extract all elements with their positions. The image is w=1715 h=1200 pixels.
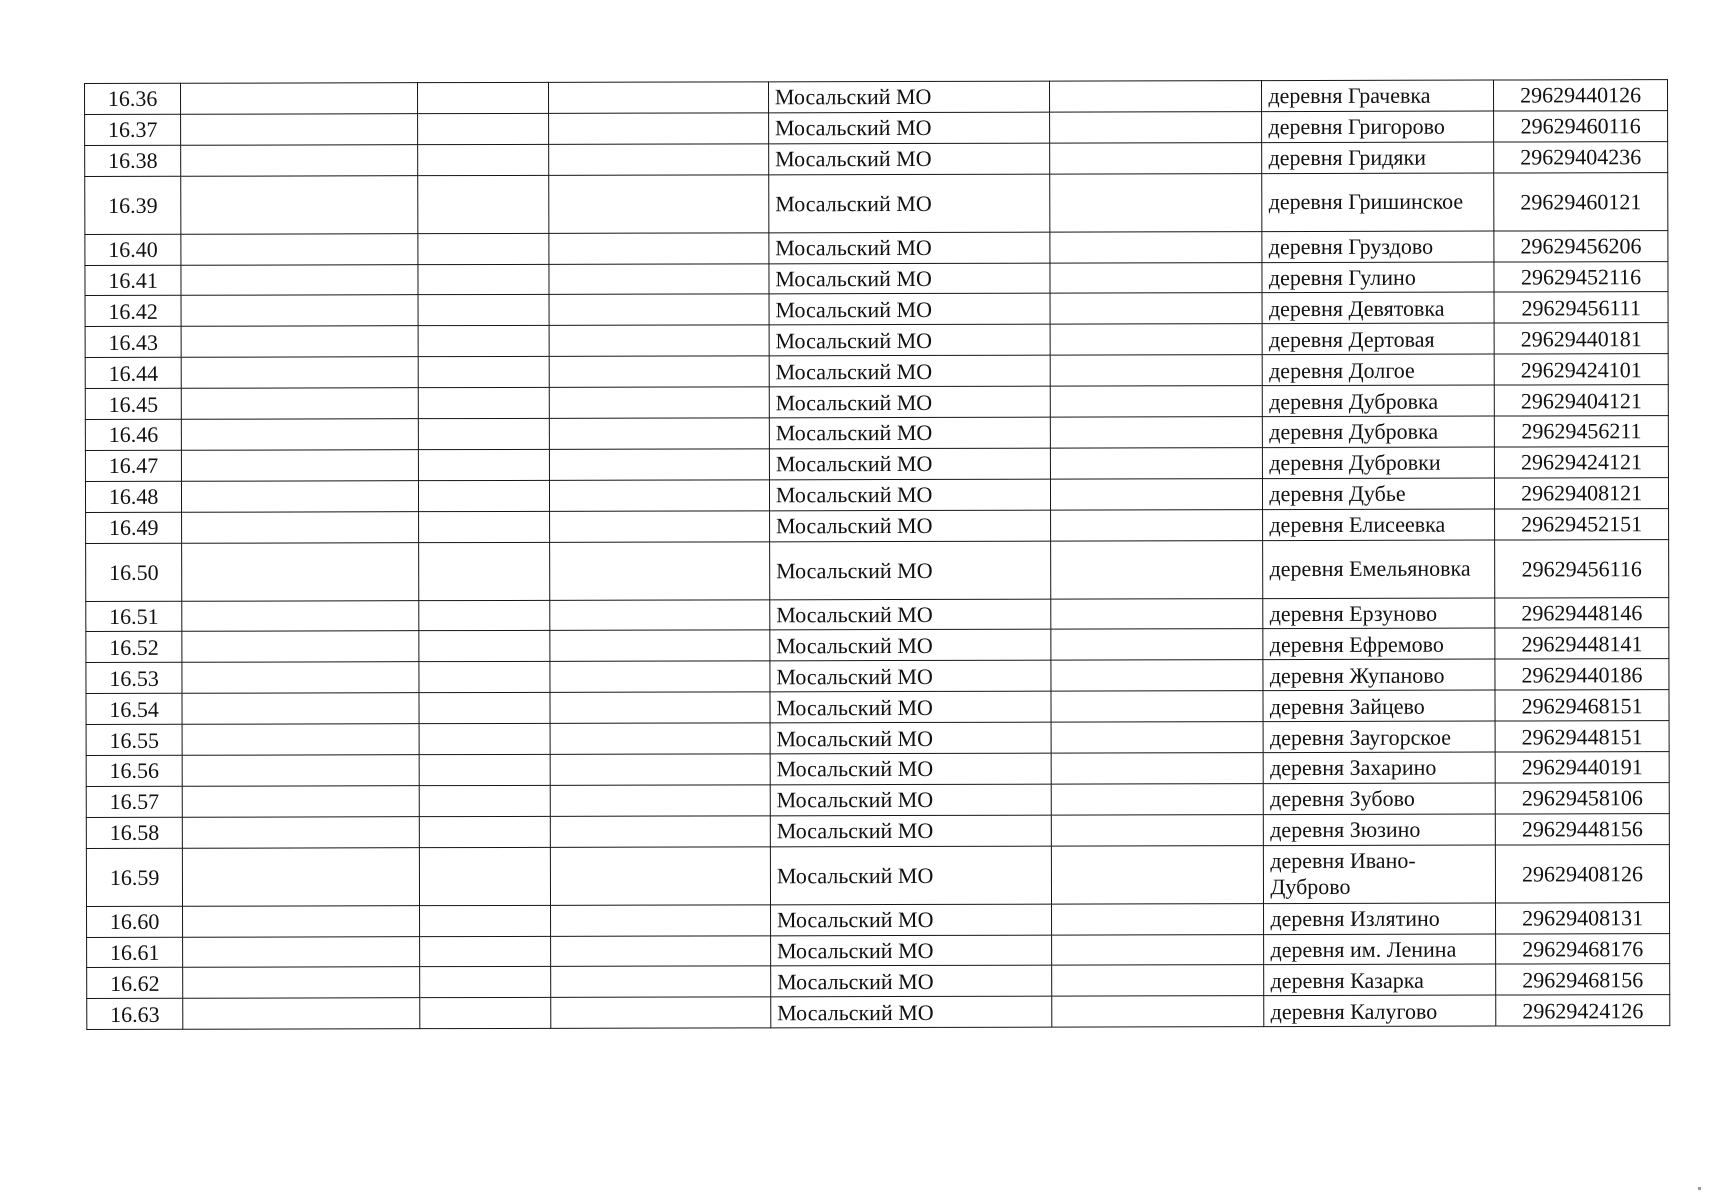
row-number: 16.56 xyxy=(86,755,182,786)
empty-cell xyxy=(549,661,769,692)
empty-cell xyxy=(419,816,549,847)
empty-cell xyxy=(182,693,419,724)
oktmo-code: 29629460121 xyxy=(1494,172,1668,230)
empty-cell xyxy=(182,480,419,511)
row-number: 16.47 xyxy=(85,450,181,481)
oktmo-code: 29629456116 xyxy=(1495,539,1669,597)
municipality-name: Мосальский МО xyxy=(769,174,1051,233)
empty-cell xyxy=(548,82,768,113)
empty-cell xyxy=(1051,448,1263,479)
empty-cell xyxy=(549,511,769,542)
empty-cell xyxy=(183,936,420,967)
municipality-name: Мосальский МО xyxy=(770,846,1052,905)
municipality-name: Мосальский МО xyxy=(770,722,1051,754)
row-number: 16.45 xyxy=(85,388,181,419)
locality-name: деревня Жупаново xyxy=(1263,659,1495,690)
empty-cell xyxy=(419,600,549,631)
locality-name: деревня Дубровка xyxy=(1263,416,1495,447)
table-row xyxy=(86,539,1669,601)
empty-cell xyxy=(183,967,420,998)
empty-cell xyxy=(550,905,770,936)
municipality-name: Мосальский МО xyxy=(770,784,1051,816)
municipality-name: Мосальский МО xyxy=(769,355,1050,387)
empty-cell xyxy=(182,786,419,817)
table-row xyxy=(85,385,1668,420)
empty-cell xyxy=(549,599,769,630)
row-number: 16.59 xyxy=(86,848,182,906)
locality-name: деревня Елисеевка xyxy=(1263,509,1495,540)
empty-cell xyxy=(1050,355,1262,386)
table-row xyxy=(86,813,1669,848)
table-row xyxy=(86,721,1669,756)
table-row xyxy=(86,659,1669,694)
oktmo-code: 29629448156 xyxy=(1495,813,1669,844)
empty-cell xyxy=(1052,784,1264,815)
empty-cell xyxy=(183,847,420,906)
empty-cell xyxy=(419,511,549,542)
municipality-name: Мосальский МО xyxy=(769,417,1050,449)
municipality-name: Мосальский МО xyxy=(770,904,1051,936)
locality-name: деревня Девятовка xyxy=(1262,293,1494,324)
empty-cell xyxy=(1051,629,1263,660)
table-row xyxy=(85,141,1668,176)
empty-cell xyxy=(182,631,419,662)
empty-cell xyxy=(1051,386,1263,417)
table-row xyxy=(86,508,1669,543)
empty-cell xyxy=(1050,112,1262,143)
empty-cell xyxy=(181,114,418,145)
table-row xyxy=(87,933,1670,968)
municipality-name: Мосальский МО xyxy=(769,324,1050,356)
empty-cell xyxy=(183,905,420,936)
oktmo-code: 29629468156 xyxy=(1496,964,1670,995)
empty-cell xyxy=(550,785,770,816)
oktmo-code: 29629440181 xyxy=(1494,323,1668,354)
empty-cell xyxy=(550,816,770,847)
municipality-name: Мосальский МО xyxy=(769,479,1050,511)
empty-cell xyxy=(1051,478,1263,509)
locality-name: деревня Емельяновка xyxy=(1263,540,1495,599)
empty-cell xyxy=(1052,814,1264,845)
row-number: 16.61 xyxy=(87,937,183,968)
municipality-name: Мосальский МО xyxy=(769,263,1050,295)
empty-cell xyxy=(181,388,418,419)
empty-cell xyxy=(1052,845,1264,904)
municipality-name: Мосальский МО xyxy=(769,232,1050,264)
empty-cell xyxy=(549,480,769,511)
empty-cell xyxy=(550,935,770,966)
empty-cell xyxy=(418,295,548,326)
table-row xyxy=(87,902,1670,937)
locality-name: деревня Ефремово xyxy=(1263,629,1495,660)
locality-name: деревня Григорово xyxy=(1262,111,1494,142)
empty-cell xyxy=(549,692,769,723)
empty-cell xyxy=(1052,903,1264,934)
empty-cell xyxy=(418,264,548,295)
row-number: 16.40 xyxy=(85,234,181,265)
oktmo-code: 29629452116 xyxy=(1494,261,1668,292)
empty-cell xyxy=(550,754,770,785)
municipality-name: Мосальский МО xyxy=(770,691,1051,723)
row-number: 16.46 xyxy=(85,419,181,450)
row-number: 16.57 xyxy=(86,786,182,817)
table-row xyxy=(85,80,1668,115)
oktmo-code: 29629468151 xyxy=(1495,690,1669,721)
table-row xyxy=(85,230,1668,265)
empty-cell xyxy=(548,263,768,294)
municipality-name: Мосальский МО xyxy=(770,753,1051,785)
municipality-table xyxy=(84,79,1670,1030)
empty-cell xyxy=(1051,691,1263,722)
empty-cell xyxy=(1051,598,1263,629)
empty-cell xyxy=(1050,293,1262,324)
locality-name: деревня Излятино xyxy=(1264,903,1496,934)
empty-cell xyxy=(181,264,418,295)
empty-cell xyxy=(182,662,419,693)
empty-cell xyxy=(548,144,768,175)
empty-cell xyxy=(183,998,420,1029)
empty-cell xyxy=(182,419,419,450)
empty-cell xyxy=(181,233,418,264)
empty-cell xyxy=(420,847,551,905)
empty-cell xyxy=(418,357,548,388)
empty-cell xyxy=(182,542,419,601)
oktmo-code: 29629424101 xyxy=(1494,354,1668,385)
row-number: 16.49 xyxy=(86,512,182,543)
locality-name: деревня Зубово xyxy=(1264,783,1496,814)
empty-cell xyxy=(182,600,419,631)
empty-cell xyxy=(549,449,769,480)
row-number: 16.58 xyxy=(86,817,182,848)
empty-cell xyxy=(419,785,549,816)
oktmo-code: 29629460116 xyxy=(1494,111,1668,142)
table-row xyxy=(86,752,1669,787)
row-number: 16.38 xyxy=(85,145,181,176)
municipality-name: Мосальский МО xyxy=(771,997,1052,1029)
municipality-name: Мосальский МО xyxy=(769,386,1050,418)
table-row xyxy=(85,172,1668,234)
empty-cell xyxy=(419,754,549,785)
oktmo-code: 29629448146 xyxy=(1495,597,1669,628)
empty-cell xyxy=(418,144,548,175)
empty-cell xyxy=(1051,509,1263,540)
municipality-name: Мосальский МО xyxy=(770,660,1051,692)
empty-cell xyxy=(550,997,770,1028)
empty-cell xyxy=(420,998,550,1029)
oktmo-code: 29629458106 xyxy=(1495,783,1669,814)
locality-name: деревня Долгое xyxy=(1263,354,1495,385)
table-row xyxy=(87,964,1670,999)
empty-cell xyxy=(548,113,768,144)
table-row xyxy=(86,597,1669,632)
table-row xyxy=(85,111,1668,146)
empty-cell xyxy=(418,418,548,449)
empty-cell xyxy=(418,175,549,233)
empty-cell xyxy=(418,233,548,264)
empty-cell xyxy=(1052,996,1264,1027)
empty-cell xyxy=(549,356,769,387)
empty-cell xyxy=(1050,142,1262,173)
empty-cell xyxy=(1052,934,1264,965)
locality-name: деревня Грачевка xyxy=(1262,80,1494,111)
oktmo-code: 29629404121 xyxy=(1494,385,1668,416)
oktmo-code: 29629448141 xyxy=(1495,628,1669,659)
empty-cell xyxy=(181,83,418,114)
row-number: 16.42 xyxy=(85,296,181,327)
empty-cell xyxy=(418,326,548,357)
empty-cell xyxy=(549,541,770,600)
row-number: 16.50 xyxy=(86,543,182,601)
empty-cell xyxy=(1051,722,1263,753)
row-number: 16.41 xyxy=(85,265,181,296)
empty-cell xyxy=(182,724,419,755)
oktmo-code: 29629456111 xyxy=(1494,292,1668,323)
empty-cell xyxy=(1050,262,1262,293)
empty-cell xyxy=(1050,324,1262,355)
row-number: 16.53 xyxy=(86,663,182,694)
empty-cell xyxy=(419,542,550,600)
locality-name: деревня Гулино xyxy=(1262,262,1494,293)
municipality-name: Мосальский МО xyxy=(769,541,1051,600)
locality-name: деревня Зайцево xyxy=(1263,690,1495,721)
row-number: 16.37 xyxy=(85,114,181,145)
empty-cell xyxy=(548,174,769,233)
oktmo-code: 29629408121 xyxy=(1495,477,1669,508)
locality-name: деревня Ерзуново xyxy=(1263,598,1495,629)
municipality-name: Мосальский МО xyxy=(770,630,1051,662)
empty-cell xyxy=(1051,753,1263,784)
empty-cell xyxy=(419,662,549,693)
empty-cell xyxy=(418,82,548,113)
oktmo-code: 29629424126 xyxy=(1496,995,1670,1026)
empty-cell xyxy=(420,936,550,967)
locality-name: деревня Зюзино xyxy=(1264,814,1496,845)
empty-cell xyxy=(548,232,768,263)
empty-cell xyxy=(182,450,419,481)
oktmo-code: 29629448151 xyxy=(1495,721,1669,752)
row-number: 16.44 xyxy=(85,357,181,388)
oktmo-code: 29629452151 xyxy=(1495,508,1669,539)
municipality-name: Мосальский МО xyxy=(770,815,1051,847)
empty-cell xyxy=(181,175,418,234)
row-number: 16.43 xyxy=(85,327,181,358)
empty-cell xyxy=(182,755,419,786)
empty-cell xyxy=(420,967,550,998)
row-number: 16.48 xyxy=(85,481,181,512)
table-row xyxy=(85,354,1668,389)
oktmo-code: 29629440191 xyxy=(1495,752,1669,783)
empty-cell xyxy=(419,480,549,511)
row-number: 16.63 xyxy=(87,999,183,1030)
empty-cell xyxy=(183,816,420,847)
empty-cell xyxy=(549,418,769,449)
municipality-name: Мосальский МО xyxy=(769,143,1050,175)
empty-cell xyxy=(181,357,418,388)
municipality-name: Мосальский МО xyxy=(769,448,1050,480)
empty-cell xyxy=(182,511,419,542)
table-row xyxy=(86,844,1669,906)
oktmo-code: 29629440186 xyxy=(1495,659,1669,690)
oktmo-code: 29629404236 xyxy=(1494,141,1668,172)
locality-name: деревня Груздово xyxy=(1262,231,1494,262)
empty-cell xyxy=(1050,231,1262,262)
table-row xyxy=(86,783,1669,818)
row-number: 16.51 xyxy=(86,601,182,632)
empty-cell xyxy=(419,631,549,662)
locality-name: деревня Дубье xyxy=(1263,478,1495,509)
empty-cell xyxy=(549,630,769,661)
empty-cell xyxy=(549,294,769,325)
empty-cell xyxy=(1052,965,1264,996)
table-row xyxy=(85,477,1668,512)
empty-cell xyxy=(550,847,771,906)
locality-name: деревня им. Ленина xyxy=(1264,934,1496,965)
row-number: 16.60 xyxy=(87,906,183,937)
table-row xyxy=(85,261,1668,296)
empty-cell xyxy=(419,449,549,480)
row-number: 16.39 xyxy=(85,176,181,234)
empty-cell xyxy=(181,326,418,357)
municipality-name: Мосальский МО xyxy=(769,294,1050,326)
empty-cell xyxy=(420,905,550,936)
scan-speck xyxy=(1698,1187,1701,1190)
oktmo-code: 29629456211 xyxy=(1494,416,1668,447)
locality-name: деревня Гридяки xyxy=(1262,142,1494,173)
row-number: 16.36 xyxy=(85,83,181,114)
oktmo-code: 29629408126 xyxy=(1496,844,1670,902)
empty-cell xyxy=(549,325,769,356)
locality-name: деревня Дубровки xyxy=(1263,447,1495,478)
municipality-name: Мосальский МО xyxy=(768,112,1049,144)
empty-cell xyxy=(419,693,549,724)
oktmo-code: 29629456206 xyxy=(1494,230,1668,261)
empty-cell xyxy=(418,387,548,418)
locality-name: деревня Дубровка xyxy=(1263,385,1495,416)
empty-cell xyxy=(550,966,770,997)
table-row xyxy=(85,447,1668,482)
municipality-name: Мосальский МО xyxy=(768,81,1049,113)
empty-cell xyxy=(1051,660,1263,691)
empty-cell xyxy=(419,724,549,755)
row-number: 16.55 xyxy=(86,724,182,755)
empty-cell xyxy=(549,387,769,418)
locality-name: деревня Казарка xyxy=(1264,965,1496,996)
empty-cell xyxy=(181,295,418,326)
empty-cell xyxy=(550,723,770,754)
oktmo-code: 29629408131 xyxy=(1496,902,1670,933)
municipality-name: Мосальский МО xyxy=(771,966,1052,998)
row-number: 16.62 xyxy=(87,968,183,999)
municipality-name: Мосальский МО xyxy=(769,510,1050,542)
empty-cell xyxy=(1051,540,1263,599)
table-row xyxy=(86,690,1669,725)
locality-name: деревня Гришинское xyxy=(1262,173,1494,232)
table-body xyxy=(85,80,1670,1030)
oktmo-code: 29629424121 xyxy=(1495,447,1669,478)
municipality-name: Мосальский МО xyxy=(770,935,1051,967)
empty-cell xyxy=(1050,173,1262,232)
municipality-name: Мосальский МО xyxy=(770,599,1051,631)
oktmo-code: 29629468176 xyxy=(1496,933,1670,964)
locality-name: деревня Калугово xyxy=(1264,995,1496,1026)
row-number: 16.52 xyxy=(86,632,182,663)
table-row xyxy=(86,628,1669,663)
empty-cell xyxy=(1050,81,1262,112)
row-number: 16.54 xyxy=(86,694,182,725)
empty-cell xyxy=(418,113,548,144)
table-row xyxy=(85,416,1668,451)
locality-name: деревня Ивано-Дуброво xyxy=(1264,845,1496,904)
empty-cell xyxy=(181,144,418,175)
table-row xyxy=(85,323,1668,358)
oktmo-code: 29629440126 xyxy=(1494,80,1668,111)
locality-name: деревня Дертовая xyxy=(1262,323,1494,354)
empty-cell xyxy=(1051,417,1263,448)
table-row xyxy=(85,292,1668,327)
locality-name: деревня Захарино xyxy=(1264,752,1496,783)
table-row xyxy=(87,995,1670,1030)
locality-name: деревня Заугорское xyxy=(1263,721,1495,752)
